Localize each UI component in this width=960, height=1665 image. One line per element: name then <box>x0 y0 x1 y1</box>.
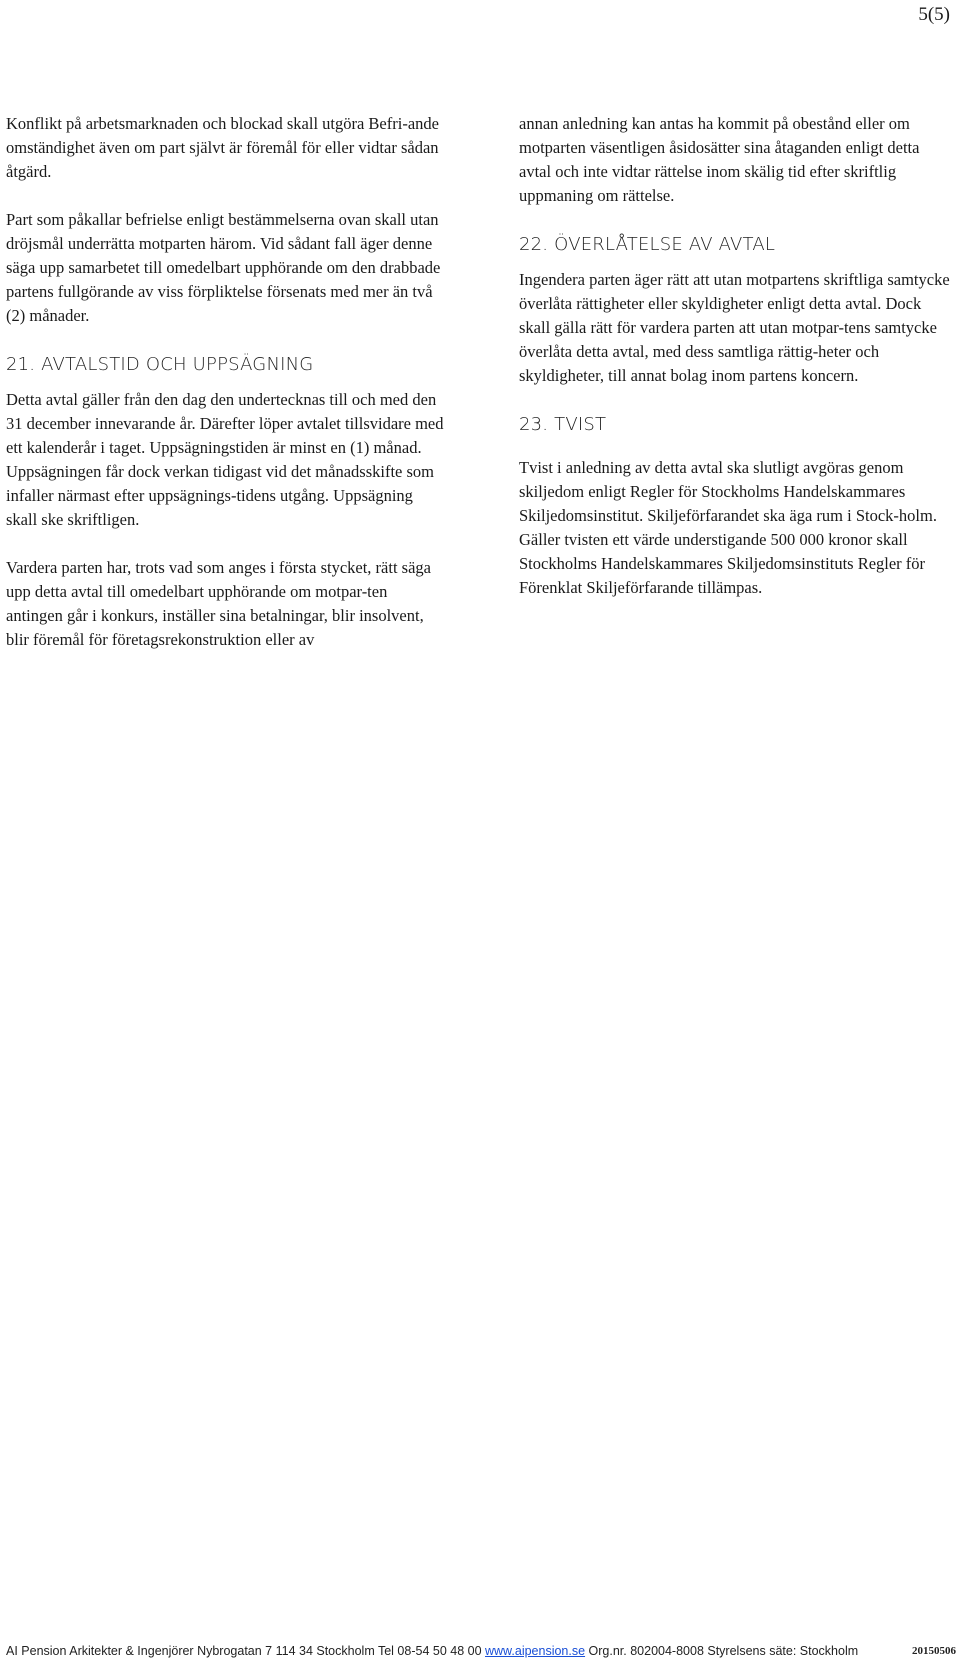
paragraph-immediate-termination: Vardera parten har, trots vad som anges i första stycket, rätt säga upp detta avtal till omedelbart upphörande om motpar-ten antingen går i konkurs, inställer sina betalningar, blir insolvent, blir föremål för företagsrekonstruktion eller av <box>6 558 431 649</box>
section-heading-23: 23. TVIST <box>519 414 607 435</box>
footer-document-id: 20150506 <box>912 1645 956 1657</box>
footer-org-info: Org.nr. 802004-8008 Styrelsens säte: Stockholm <box>585 1644 859 1658</box>
section-heading-21: 21. AVTALSTID OCH UPPSÄGNING <box>6 354 314 375</box>
right-column <box>519 112 953 624</box>
paragraph-assignment: Ingendera parten äger rätt att utan motpartens skriftliga samtycke överlåta rättigheter eller skyldigheter enligt detta avtal. Dock skall gälla rätt för vardera parten att utan motpar-tens samtycke överlåta detta avtal, med dess samtliga rättig-heter och skyldigheter, till annat bolag inom partens koncern. <box>519 270 950 385</box>
paragraph-force-majeure-notice: Part som påkallar befrielse enligt bestämmelserna ovan skall utan dröjsmål underrätta motparten härom. Vid sådant fall äger denne säga upp samarbetet till omedelbart upphörande om den drabbade partens fullgörande av viss förpliktelse försenats med mer än två (2) månader. <box>6 210 441 325</box>
paragraph-dispute: Tvist i anledning av detta avtal ska slutligt avgöras genom skiljedom enligt Regler för Stockholms Handelskammares Skiljedomsinstitut. Skiljeförfarandet ska äga rum i Stock-holm. Gäller tvisten ett värde understigande 500 000 kronor skall Stockholms Handelskammares Skiljedomsinstituts Regler för Förenklat Skiljeförfarande tillämpas. <box>519 458 937 597</box>
paragraph-force-majeure-conflict: Konflikt på arbetsmarknaden och blockad skall utgöra Befri-ande omständighet även om part självt är föremål för eller vidtar sådan åtgärd. <box>6 114 439 181</box>
paragraph-termination-continued: annan anledning kan antas ha kommit på obestånd eller om motparten väsentligen åsidosätter sina åtaganden enligt detta avtal och inte vidtar rättelse inom skälig tid efter skriftlig uppmaning om rättelse. <box>519 114 920 205</box>
section-heading-22: 22. ÖVERLÅTELSE AV AVTAL <box>519 234 776 255</box>
footer-website-link[interactable]: www.aipension.se <box>485 1644 586 1658</box>
footer-company-info: AI Pension Arkitekter & Ingenjörer Nybrogatan 7 114 34 Stockholm Tel 08-54 50 48 00 <box>6 1644 485 1658</box>
page-number: 5(5) <box>918 4 950 25</box>
paragraph-term-and-termination: Detta avtal gäller från den dag den undertecknas till och med den 31 december innevarande år. Därefter löper avtalet tillsvidare med ett kalenderår i taget. Uppsägningstiden är minst en (1) månad. Uppsägningen får dock verkan tidigast vid det månadsskifte som infaller närmast efter uppsägnings-tidens utgång. Uppsägning skall ske skriftligen. <box>6 390 444 529</box>
left-column <box>6 112 446 676</box>
footer <box>6 1644 956 1658</box>
